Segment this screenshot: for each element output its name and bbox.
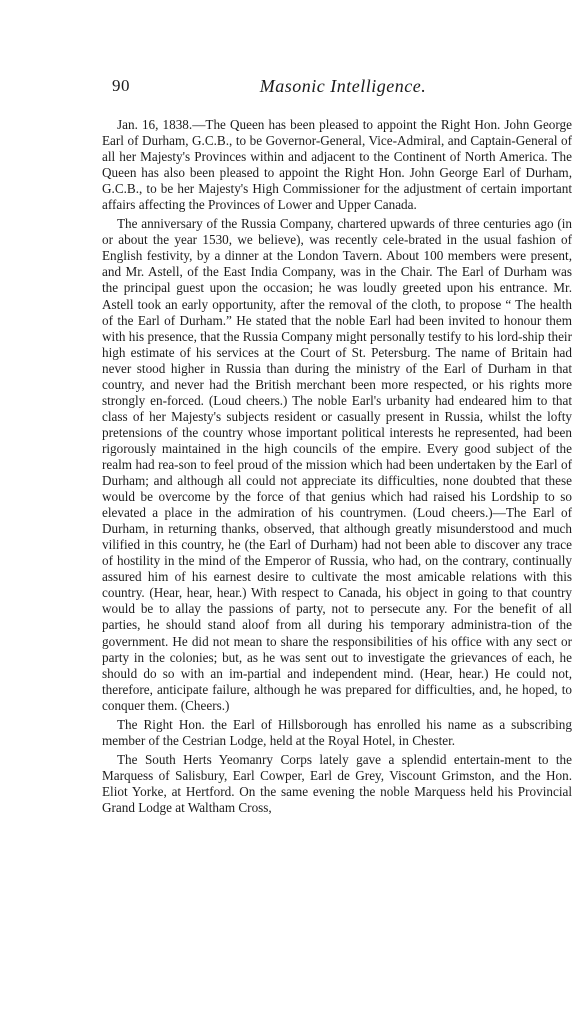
paragraph-russia-company: The anniversary of the Russia Company, chartered upwards of three centuries ago (in or about the year 1530, we believe), was recently cele-brated in the usual fashion of English festivity, by a dinner at the London Tavern. About 100 members were present, and Mr. Astell, of the East India Company, was in the Chair. The Earl of Durham was the principal guest upon the occasion; he was loudly greeted upon his entrance. Mr. Astell took an early opportunity, after the removal of the cloth, to propose “ The health of the Earl of Durham.” He stated that the noble Earl had been invited to honour them with his presence, that the Russia Company might personally testify to his lord-ship their high estimate of his services at the Court of St. Petersburg. The name of Britain had never stood higher in Russia than during the ministry of the Earl of Durham in that country, and never had the British merchant been more respected, or his rights more strongly en-forced. (Loud cheers.) The noble Earl's urbanity had endeared him to that class of her Majesty's subjects resident or casually present in Russia, whilst the lofty pretensions of the country whose important political interests he represented, had been rigorously maintained in the high councils of the empire. Every good subject of the realm had rea-son to feel proud of the mission which had been undertaken by the Earl of Durham; and although all could not appreciate its difficulties, none doubted that these would be overcome by the force of that genius which had raised his Lordship to so elevated a place in the admiration of his countrymen. (Loud cheers.)—The Earl of Durham, in returning thanks, observed, that although greatly misunderstood and much vilified in this country, he (the Earl of Durham) had not been able to discover any trace of hostility in the mind of the Emperor of Russia, who had, on the contrary, continually assured him of his earnest desire to cultivate the most amicable relations with this country. (Hear, hear, hear.) With respect to Canada, his object in going to that country would be to allay the passions of party, not to persecute any. For the benefit of all parties, he should stand aloof from all during his temporary administra-tion of the government. He did not mean to share the responsibilities of his office with any sect or party in the colonies; but, as he was sent out to investigate the grievances of each, he should do so with an im-partial and independent mind. (Hear, hear.) He could not, therefore, anticipate failure, although he was prepared for difficulties, and, he hoped, to conquer them. (Cheers.): [102, 216, 572, 713]
page-number: 90: [112, 76, 130, 95]
paragraph-durham-appointment: Jan. 16, 1838.—The Queen has been pleased to appoint the Right Hon. John George Earl of Durham, G.C.B., to be Governor-General, Vice-Admiral, and Captain-General of all her Majesty's Provinces within and adjacent to the Continent of North America. The Queen has also been pleased to appoint the Right Hon. John George Earl of Durham, G.C.B., to be her Majesty's High Commissioner for the adjustment of certain important affairs affecting the Provinces of Lower and Upper Canada.: [102, 117, 572, 213]
paragraph-south-herts-yeomanry: The South Herts Yeomanry Corps lately gave a splendid entertain-ment to the Marquess of Salisbury, Earl Cowper, Earl de Grey, Viscount Grimston, and the Hon. Eliot Yorke, at Hertford. On the same evening the noble Marquess held his Provincial Grand Lodge at Waltham Cross,: [102, 751, 572, 815]
article-body: [102, 117, 572, 816]
running-title: Masonic Intelligence.: [259, 76, 427, 96]
running-head: [112, 76, 574, 100]
paragraph-hillsborough: The Right Hon. the Earl of Hillsborough has enrolled his name as a subscribing member of the Cestrian Lodge, held at the Royal Hotel, in Chester.: [102, 716, 572, 748]
